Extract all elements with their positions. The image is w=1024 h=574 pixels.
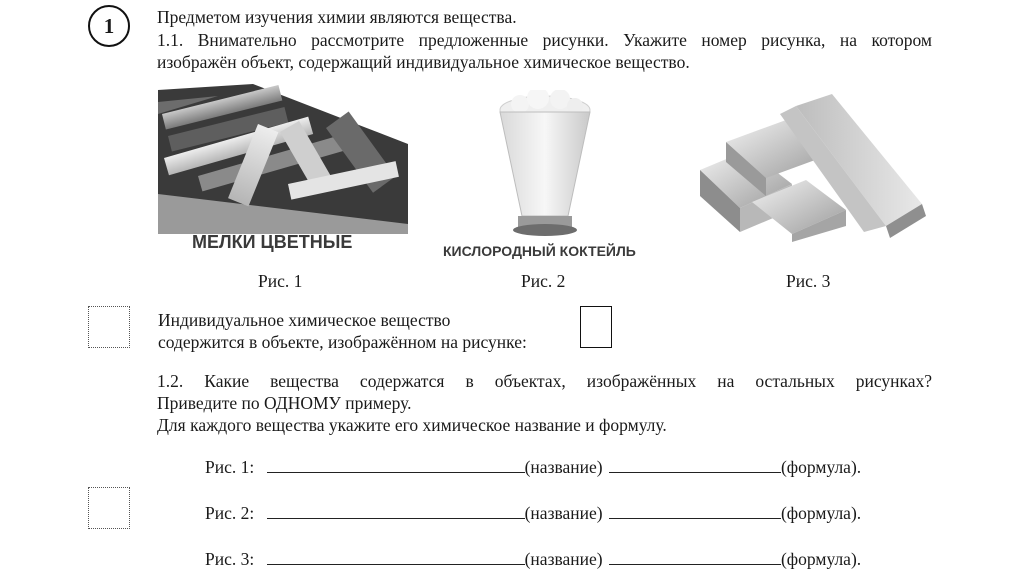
figure-2-caption: КИСЛОРОДНЫЙ КОКТЕЙЛЬ <box>443 243 636 259</box>
score-box-1[interactable] <box>88 306 130 348</box>
answer-row-fig2 <box>205 502 861 524</box>
figure-1-caption: МЕЛКИ ЦВЕТНЫЕ <box>192 232 353 252</box>
name-hint: (название) <box>524 503 603 523</box>
figure-2-label: Рис. 2 <box>521 271 566 291</box>
chalk-box-image <box>158 84 408 234</box>
name-hint: (название) <box>524 549 603 569</box>
question-1-2-line1: 1.2. Какие вещества содержатся в объектах, изображённых на остальных рисунках? <box>157 371 932 391</box>
figure-3-label: Рис. 3 <box>786 271 831 291</box>
question-number <box>88 5 130 47</box>
formula-blank[interactable] <box>609 504 781 519</box>
answer-1-1-line1: Индивидуальное химическое вещество <box>158 310 451 330</box>
score-box-2[interactable] <box>88 487 130 529</box>
name-blank[interactable] <box>267 458 525 473</box>
formula-hint: (формула). <box>780 457 862 477</box>
oxygen-cocktail-glass-image <box>490 90 600 238</box>
answer-row-fig3 <box>205 548 861 570</box>
figure-1-label: Рис. 1 <box>258 271 303 291</box>
intro-text: Предметом изучения химии являются вещества. <box>157 7 517 27</box>
name-blank[interactable] <box>267 504 525 519</box>
answer-1-1-line2: содержится в объекте, изображённом на рисунке: <box>158 332 527 352</box>
row-label: Рис. 1: <box>205 457 255 477</box>
silver-bars-image <box>696 92 932 242</box>
formula-blank[interactable] <box>609 550 781 565</box>
formula-blank[interactable] <box>609 458 781 473</box>
name-hint: (название) <box>524 457 603 477</box>
question-1-2-line2: Приведите по ОДНОМУ примеру. <box>157 393 412 413</box>
question-1-2-line3: Для каждого вещества укажите его химическое название и формулу. <box>157 415 667 435</box>
row-label: Рис. 2: <box>205 503 255 523</box>
question-number-text: 1 <box>103 13 115 38</box>
name-blank[interactable] <box>267 550 525 565</box>
row-label: Рис. 3: <box>205 549 255 569</box>
answer-row-fig1 <box>205 456 861 478</box>
formula-hint: (формула). <box>780 503 862 523</box>
question-1-1-line1: 1.1. Внимательно рассмотрите предложенные рисунки. Укажите номер рисунка, на котором <box>157 30 932 50</box>
formula-hint: (формула). <box>780 549 862 569</box>
answer-1-1-input[interactable] <box>580 306 612 348</box>
question-1-1-line2: изображён объект, содержащий индивидуальное химическое вещество. <box>157 52 690 72</box>
